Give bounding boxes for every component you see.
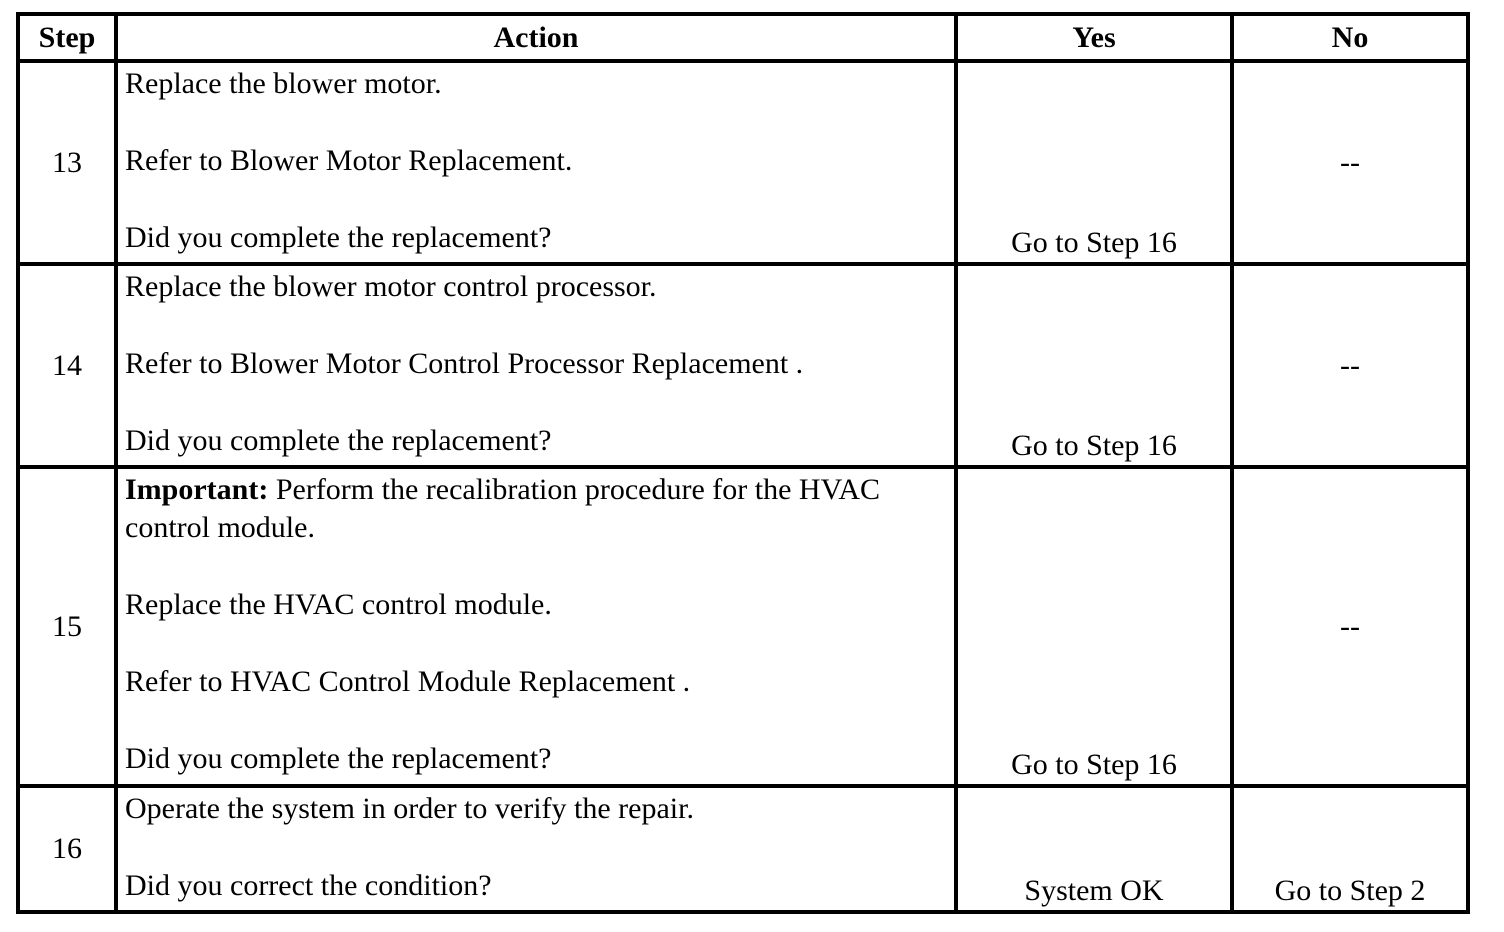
important-text: Perform the recalibration procedure for the HVAC control module. — [125, 473, 881, 544]
action-line: Refer to Blower Motor Control Processor Replacement . — [125, 347, 804, 380]
action-line: Did you complete the replacement? — [125, 742, 552, 775]
action-cell — [116, 264, 956, 467]
action-line: Operate the system in order to verify the repair. — [125, 792, 694, 825]
important-note — [125, 471, 885, 547]
yes-result: Go to Step 16 — [956, 467, 1232, 786]
no-result: -- — [1232, 467, 1468, 786]
header-step: Step — [18, 14, 116, 61]
no-result: -- — [1232, 264, 1468, 467]
table-row-step-16 — [18, 786, 1468, 912]
yes-result: Go to Step 16 — [956, 264, 1232, 467]
action-line: Refer to HVAC Control Module Replacement . — [125, 665, 691, 698]
action-line: Did you complete the replacement? — [125, 424, 552, 457]
step-number: 16 — [18, 786, 116, 912]
action-line: Did you correct the condition? — [125, 869, 492, 902]
no-result: -- — [1232, 61, 1468, 264]
header-no: No — [1232, 14, 1468, 61]
action-line: Replace the HVAC control module. — [125, 588, 552, 621]
yes-result: Go to Step 16 — [956, 61, 1232, 264]
yes-result: System OK — [956, 786, 1232, 912]
table-row-step-13 — [18, 61, 1468, 264]
table-row-step-15 — [18, 467, 1468, 786]
action-line: Did you complete the replacement? — [125, 221, 552, 254]
header-row — [18, 14, 1468, 61]
action-cell — [116, 467, 956, 786]
table-row-step-14 — [18, 264, 1468, 467]
no-result: Go to Step 2 — [1232, 786, 1468, 912]
header-yes: Yes — [956, 14, 1232, 61]
step-number: 13 — [18, 61, 116, 264]
diagnostic-table — [16, 12, 1470, 914]
step-number: 14 — [18, 264, 116, 467]
action-line: Refer to Blower Motor Replacement. — [125, 144, 573, 177]
step-number: 15 — [18, 467, 116, 786]
action-cell — [116, 61, 956, 264]
action-line: Replace the blower motor control processor. — [125, 270, 657, 303]
header-action: Action — [116, 14, 956, 61]
action-line: Replace the blower motor. — [125, 67, 442, 100]
action-cell — [116, 786, 956, 912]
important-label: Important: — [125, 473, 269, 506]
